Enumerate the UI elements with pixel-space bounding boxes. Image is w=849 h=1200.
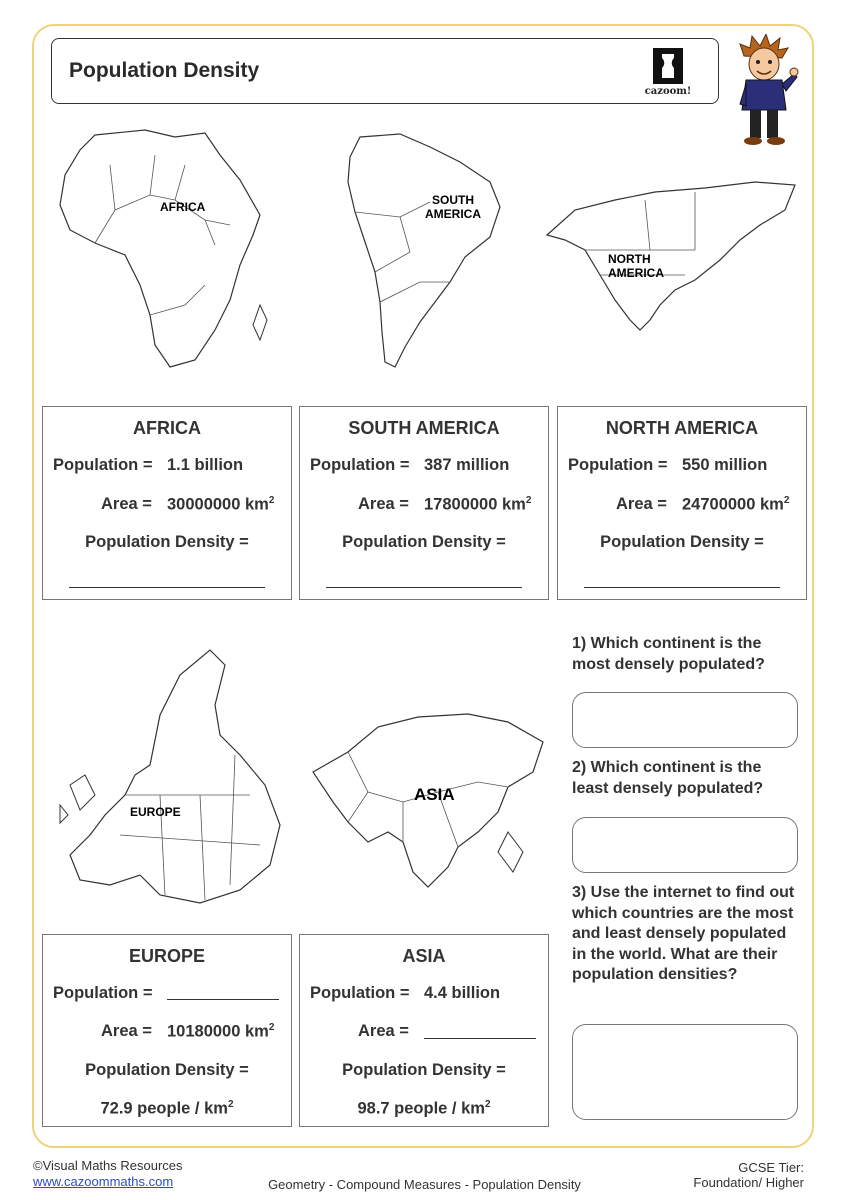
area-value: 24700000 $km^2$ — [682, 495, 790, 514]
area-label: Area = — [616, 495, 667, 513]
population-answer-line[interactable] — [167, 999, 279, 1000]
cazoom-logo — [637, 46, 699, 100]
logo-text: cazoom! — [644, 86, 692, 97]
density-answer-line[interactable] — [326, 587, 522, 588]
footer-topic: Geometry - Compound Measures - Population Density — [268, 1177, 581, 1192]
map-label-europe: EUROPE — [130, 805, 181, 819]
footer-tier: GCSE Tier: Foundation/ Higher — [693, 1160, 804, 1190]
question-1: 1) Which continent is the most densely populated? — [572, 635, 765, 673]
area-value: 30000000 $km^2$ — [167, 495, 275, 514]
map-label-south-america: SOUTH AMERICA — [425, 193, 481, 221]
population-label: Population = — [568, 456, 668, 474]
density-value: 72.9 people / $km^2$ — [100, 1099, 234, 1118]
population-label: Population = — [310, 984, 410, 1002]
population-label: Population = — [53, 456, 153, 474]
density-label: Population Density = — [342, 533, 506, 551]
density-label: Population Density = — [600, 533, 764, 551]
north-america-map — [545, 180, 800, 340]
map-label-asia: ASIA — [414, 785, 455, 804]
density-label: Population Density = — [342, 1061, 506, 1079]
south-america-map — [340, 132, 510, 372]
mascot-icon — [730, 34, 800, 148]
card-asia — [299, 934, 549, 1127]
area-label: Area = — [101, 1022, 152, 1040]
africa-map — [55, 125, 275, 375]
population-value: 387 million — [424, 456, 510, 474]
card-africa — [42, 406, 292, 600]
density-label: Population Density = — [85, 1061, 249, 1079]
area-label: Area = — [101, 495, 152, 513]
page-title: Population Density — [69, 59, 260, 82]
card-south-america — [299, 406, 549, 600]
card-north-america — [557, 406, 807, 600]
answer-box-3[interactable] — [572, 1024, 798, 1120]
area-label: Area = — [358, 495, 409, 513]
logo-icon — [637, 46, 699, 86]
density-label: Population Density = — [85, 533, 249, 551]
area-value: 17800000 $km^2$ — [424, 495, 532, 514]
area-value: 10180000 $km^2$ — [167, 1022, 275, 1041]
card-title: ASIA — [402, 946, 446, 966]
population-label: Population = — [310, 456, 410, 474]
map-label-africa: AFRICA — [160, 200, 206, 214]
question-2: 2) Which continent is the least densely populated? — [572, 759, 764, 797]
area-answer-line[interactable] — [424, 1038, 536, 1039]
density-answer-line[interactable] — [584, 587, 780, 588]
population-value: 4.4 billion — [424, 984, 501, 1002]
area-label: Area = — [358, 1022, 409, 1040]
title-box — [51, 38, 719, 104]
card-title: AFRICA — [133, 418, 201, 438]
card-title: EUROPE — [128, 946, 206, 966]
population-label: Population = — [53, 984, 153, 1002]
population-value: 550 million — [682, 456, 768, 474]
card-title: NORTH AMERICA — [605, 418, 759, 438]
population-value: 1.1 billion — [167, 456, 244, 474]
footer-copyright: ©Visual Maths Resources — [33, 1158, 183, 1173]
map-label-north-america: NORTH AMERICA — [608, 252, 664, 280]
card-europe — [42, 934, 292, 1127]
question-3: 3) Use the internet to find out which countries are the most and least densely populated in the world. What are their population densities? — [572, 884, 795, 983]
density-value: 98.7 people / $km^2$ — [357, 1099, 491, 1118]
website-link[interactable]: www.cazoommaths.com — [33, 1174, 174, 1189]
answer-box-2[interactable] — [572, 817, 798, 873]
card-title: SOUTH AMERICA — [348, 418, 500, 438]
europe-map — [50, 645, 285, 910]
density-answer-line[interactable] — [69, 587, 265, 588]
answer-box-1[interactable] — [572, 692, 798, 748]
